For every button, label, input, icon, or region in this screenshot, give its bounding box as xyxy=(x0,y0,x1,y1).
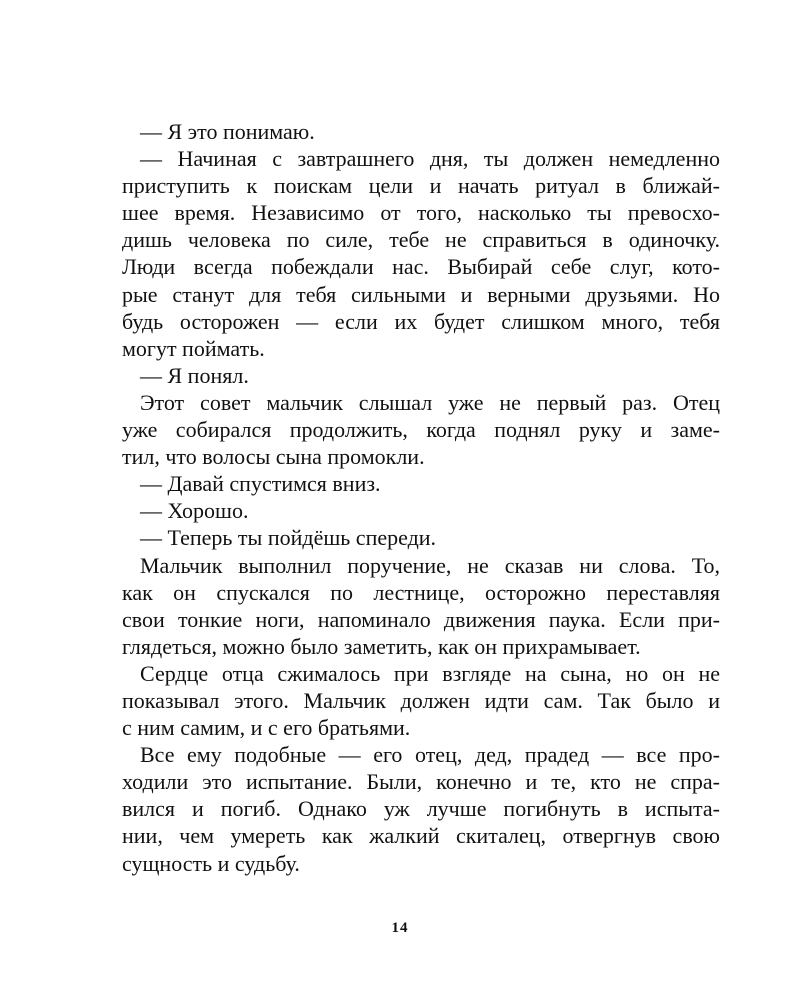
text-line: глядеться, можно было заметить, как он прихрамывает. xyxy=(122,633,641,659)
text-line: Этот совет мальчик слышал уже не первый раз. Отец xyxy=(140,389,720,415)
text-line: Сердце отца сжималось при взгляде на сына, но он не xyxy=(140,660,720,686)
text-line: шее время. Независимо от того, насколько ты превосхо- xyxy=(122,200,720,226)
text-line: Мальчик выполнил поручение, не сказав ни слова. То, xyxy=(140,552,720,578)
page-number: 14 xyxy=(391,920,409,936)
text-line: показывал этого. Мальчик должен идти сам. Так было и xyxy=(122,687,720,713)
text-line: свои тонкие ноги, напоминало движения паука. Если при- xyxy=(122,606,720,632)
text-line: ходили это испытание. Были, конечно и те, кто не спра- xyxy=(122,769,720,795)
text-line: тил, что волосы сына промокли. xyxy=(122,444,425,470)
text-line: Все ему подобные — его отец, дед, прадед — все про- xyxy=(140,742,720,768)
text-line: вился и погиб. Однако уж лучше погибнуть в испыта- xyxy=(122,796,720,822)
text-line: будь осторожен — если их будет слишком много, тебя xyxy=(122,308,720,334)
text-line: — Теперь ты пойдёшь спереди. xyxy=(140,525,437,551)
body-text xyxy=(122,118,720,877)
text-line: дишь человека по силе, тебе не справиться в одиночку. xyxy=(122,227,720,253)
text-line: сущность и судьбу. xyxy=(122,850,300,876)
text-line: — Начиная с завтрашнего дня, ты должен немедленно xyxy=(140,146,720,172)
text-line: Люди всегда побеждали нас. Выбирай себе слуг, кото- xyxy=(122,254,720,280)
text-line: уже собирался продолжить, когда поднял руку и заме- xyxy=(122,417,720,443)
text-line: приступить к поискам цели и начать ритуал в ближай- xyxy=(122,173,720,199)
text-line: — Давай спустимся вниз. xyxy=(140,471,381,497)
text-line: рые станут для тебя сильными и верными друзьями. Но xyxy=(122,281,720,307)
text-line: могут поймать. xyxy=(122,335,265,361)
text-line: — Хорошо. xyxy=(140,498,249,524)
text-line: с ним самим, и с его братьями. xyxy=(122,715,411,741)
text-line: нии, чем умереть как жалкий скиталец, отвергнув свою xyxy=(122,823,720,849)
text-line: — Я это понимаю. xyxy=(140,119,315,144)
text-line: — Я понял. xyxy=(140,362,249,388)
text-line: как он спускался по лестнице, осторожно переставляя xyxy=(122,579,720,605)
